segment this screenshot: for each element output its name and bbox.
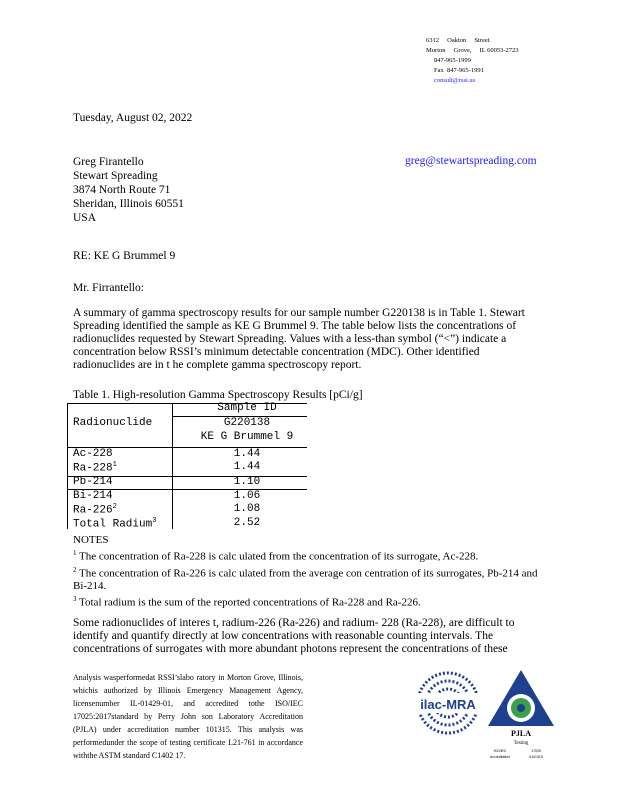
letterhead-phone: 847-965-1999 (434, 57, 471, 64)
note-2: $^2$ The concentration of Ra-226 is calc ulated from the average con centration of its surrogates, Pb-214 and Bi-214. (73, 565, 538, 593)
table-row: Bi-214 1.06 (73, 490, 261, 502)
note-3: $^3$ Total radium is the sum of the reported concentrations of Ra-228 and Ra-226. (73, 595, 421, 609)
table-row: Total Radium$^3$ 2.52 (73, 517, 261, 531)
table-row: $Ra-228^1$ 1.44 (73, 461, 261, 475)
svg-text:Testing: Testing (513, 741, 529, 746)
letterhead (426, 36, 519, 86)
sample-number: G220138 (223, 417, 271, 429)
table-row: Pb-214 1.10 (73, 476, 261, 488)
recipient-address (73, 155, 184, 225)
letterhead-email[interactable]: consult@rssi.us (434, 77, 476, 84)
svg-text:17025: 17025 (531, 749, 541, 753)
svg-text:PJLA: PJLA (511, 729, 531, 738)
recipient-name: Greg Firantello (73, 156, 144, 168)
letterhead-fax: Fax 847-965-1991 (434, 67, 484, 74)
notes (73, 534, 543, 610)
recipient-email[interactable]: greg@stewartspreading.com (405, 155, 537, 167)
svg-text:Accreditation: Accreditation (489, 755, 511, 759)
recipient-city: Sheridan, Illinois 60551 (73, 198, 184, 210)
svg-text:ISO/IEC: ISO/IEC (493, 749, 507, 753)
recipient-company: Stewart Spreading (73, 170, 158, 182)
pjla-logo (486, 668, 556, 760)
summary-paragraph: A summary of gamma spectroscopy results for our sample number G220138 is in Table 1. Stewart Spreading identified the sample as KE G Brummel 9. The table below lists the concentrations of radionuclides requested by Stewart Spreading. Values with a less-than symbol (“<”) indicate a concentration below RSSI’s minimum detectable concentration (MDC). Other identified radionuclides are in t he complete gamma spectroscopy report. (73, 307, 525, 371)
salutation: Mr. Firrantello: (73, 282, 144, 294)
letter-date: Tuesday, August 02, 2022 (73, 112, 193, 124)
sample-name: KE G Brummel 9 (200, 431, 294, 443)
re-line: RE: KE G Brummel 9 (73, 250, 176, 262)
recipient-country: USA (73, 212, 97, 224)
sample-id-label: Sample ID (217, 402, 277, 414)
accreditation-footer: Analysis wasperformedat RSSI’slabo ratory in Morton Grove, Illinois, whichis authorized by Illinois Emergency Management Agency, licensenumber IL-01429-01, and accredited tothe ISO/IEC 17025:2017standard by Perry John son Laboratory Accreditation (PJLA) under accreditation number 101315. This analysis was performedunder the scope of testing certificate L21-761 in accordance withthe ASTM standard C1402 17. (73, 673, 303, 760)
ilac-mra-logo (412, 667, 484, 739)
letterhead-city: Morton Grove, IL 60053-2723 (426, 47, 519, 54)
note-1: $^1$ The concentration of Ra-228 is calc ulated from the concentration of its surrogate, Ac-228. (73, 549, 479, 563)
table-row: Ac-228 1.44 (73, 448, 261, 460)
notes-title: NOTES (73, 534, 109, 546)
svg-text:ilac-MRA: ilac-MRA (420, 697, 476, 712)
methods-paragraph: Some radionuclides of interes t, radium-226 (Ra-226) and radium- 228 (Ra-228), are difficult to identify and quantify directly at low concentrations with reasonable counting intervals. The concentrations of surrogates with more abundant photons represent the concentrations of these (73, 617, 515, 655)
letterhead-street: 6312 Oakton Street (426, 37, 490, 44)
table-row: $Ra-226^2$ 1.08 (73, 503, 261, 517)
recipient-street: 3874 North Route 71 (73, 184, 171, 196)
table-caption: Table 1. High-resolution Gamma Spectroscopy Results [pCi/g] (73, 389, 363, 401)
svg-text:#101315: #101315 (529, 755, 543, 759)
radionuclide-header: Radionuclide (73, 417, 153, 429)
